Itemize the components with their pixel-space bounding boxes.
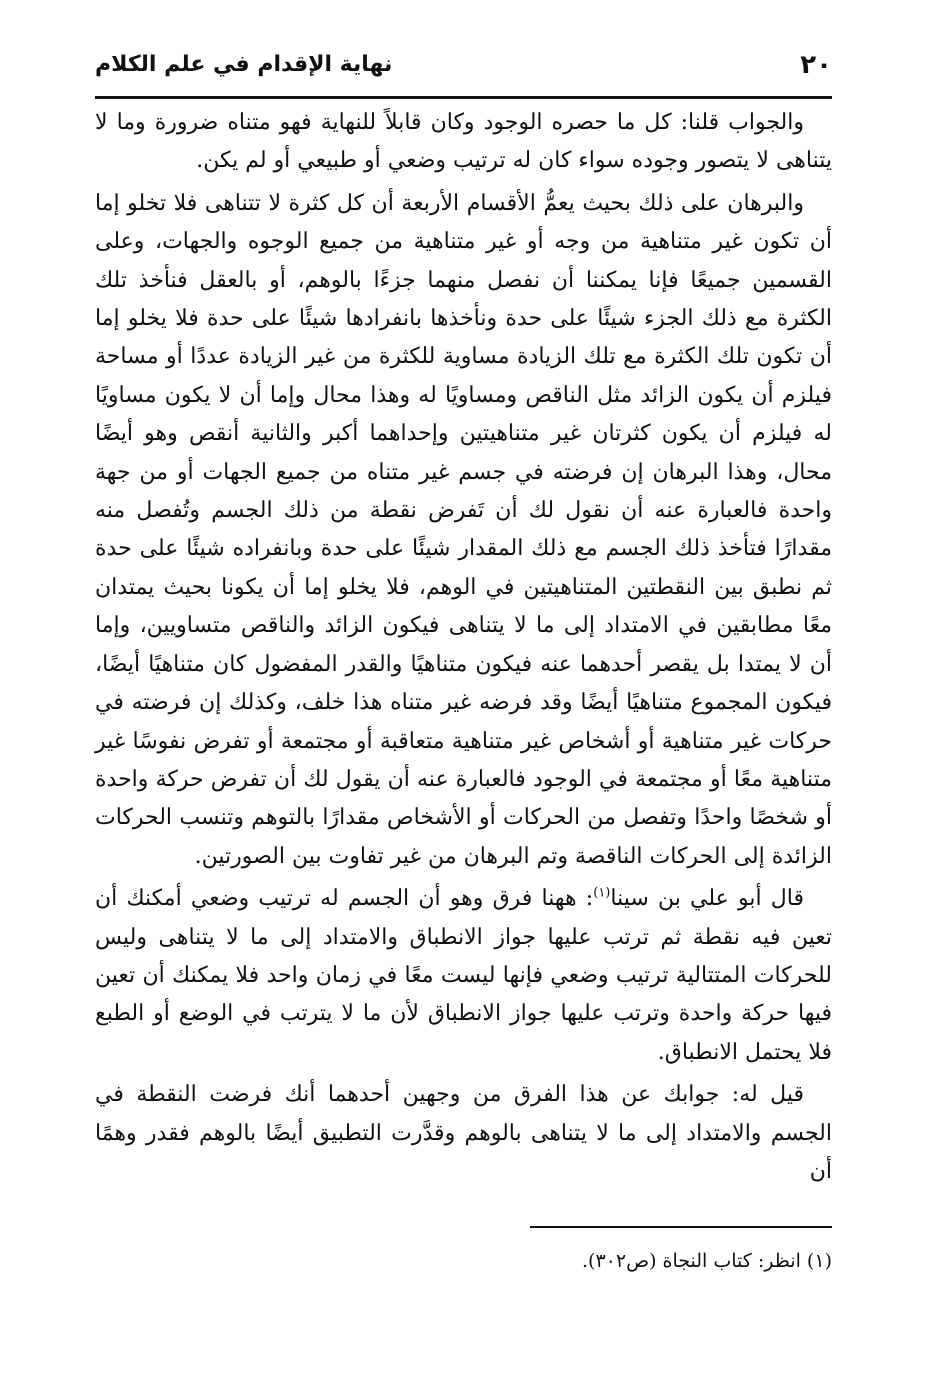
footnote-divider	[530, 1226, 832, 1228]
footnote: (١) انظر: كتاب النجاة (ص٣٠٢).	[582, 1250, 832, 1272]
paragraph-ibn-sina	[95, 880, 832, 1072]
quote-lead: قال أبو علي بن سينا	[610, 886, 805, 912]
running-title: نهاية الإقدام في علم الكلام	[95, 52, 393, 77]
main-text	[95, 104, 832, 1191]
quote-rest: : ههنا فرق وهو أن الجسم له ترتيب وضعي أمكنك أن تعين فيه نقطة ثم ترتب عليها جواز الانطباق والامتداد إلى ما لا يتناهى وليس للحركات المتتالية ترتيب وضعي فإنها ليست معًا في زمان واحد فلا يمكنك أن تعين فيها حركة واحدة وترتب عليها جواز الانطباق لأن ما لا يترتب في الوضع أو الطبع فلا يحتمل الانطباق.	[95, 886, 832, 1065]
header-divider	[95, 96, 832, 99]
paragraph-answer: والجواب قلنا: كل ما حصره الوجود وكان قابلاً للنهاية فهو متناه ضرورة وما لا يتناهى لا يتصور وجوده سواء كان له ترتيب وضعي أو طبيعي أو لم يكن.	[95, 110, 832, 174]
paragraph-reply: قيل له: جوابك عن هذا الفرق من وجهين أحدهما أنك فرضت النقطة في الجسم والامتداد إلى ما لا يتناهى بالوهم وقدَّرت التطبيق أيضًا بالوهم فقدر وهمًا أن	[95, 1082, 832, 1184]
paragraph-proof: والبرهان على ذلك بحيث يعمُّ الأقسام الأربعة أن كل كثرة لا تتناهى فلا تخلو إما أن تكون غير متناهية من وجه أو غير متناهية من جميع الوجوه والجهات، وعلى القسمين جميعًا فإنا يمكننا أن نفصل منهما جزءًا بالوهم، أو بالعقل فنأخذ تلك الكثرة مع ذلك الجزء شيئًا على حدة ونأخذها بانفرادها شيئًا على حدة فلا يخلو إما أن تكون تلك الكثرة مع تلك الزيادة مساوية للكثرة من غير الزيادة عددًا أو مساحة فيلزم أن يكون الزائد مثل الناقص ومساويًا له وهذا محال وإما أن لا يكون مساويًا له فيلزم أن يكون كثرتان غير متناهيتين وإحداهما أكبر والثانية أنقص وهو أيضًا محال، وهذا البرهان إن فرضته في جسم غير متناه من جميع الجهات أو من جهة واحدة فالعبارة عنه أن نقول لك أن تَفرض نقطة من ذلك الجسم وتُفصل منه مقدارًا فتأخذ ذلك الجسم مع ذلك المقدار شيئًا على حدة وبانفراده شيئًا على حدة ثم نطبق بين النقطتين المتناهيتين في الوهم، فلا يخلو إما أن يكونا بحيث يمتدان معًا مطابقين في الامتداد إلى ما لا يتناهى فيكون الزائد والناقص متساويين، وإما أن لا يمتدا بل يقصر أحدهما عنه فيكون متناهيًا والقدر المفضول كان متناهيًا أيضًا، فيكون المجموع متناهيًا أيضًا وقد فرضه غير متناه هذا خلف، وكذلك إن فرضته في حركات غير متناهية أو أشخاص غير متناهية متعاقبة أو مجتمعة أو تفرض نفوسًا غير متناهية معًا أو مجتمعة في الوجود فالعبارة عنه أن يقول لك أن تفرض حركة واحدة أو شخصًا واحدًا وتفصل من الحركات أو الأشخاص مقدارًا بالتوهم وتنسب الحركات الزائدة إلى الحركات الناقصة وتم البرهان من غير تفاوت بين الصورتين.	[95, 190, 832, 869]
page-number: ٢٠	[800, 50, 832, 80]
page-header	[95, 42, 832, 94]
footnote-reference: (١)	[593, 885, 611, 901]
